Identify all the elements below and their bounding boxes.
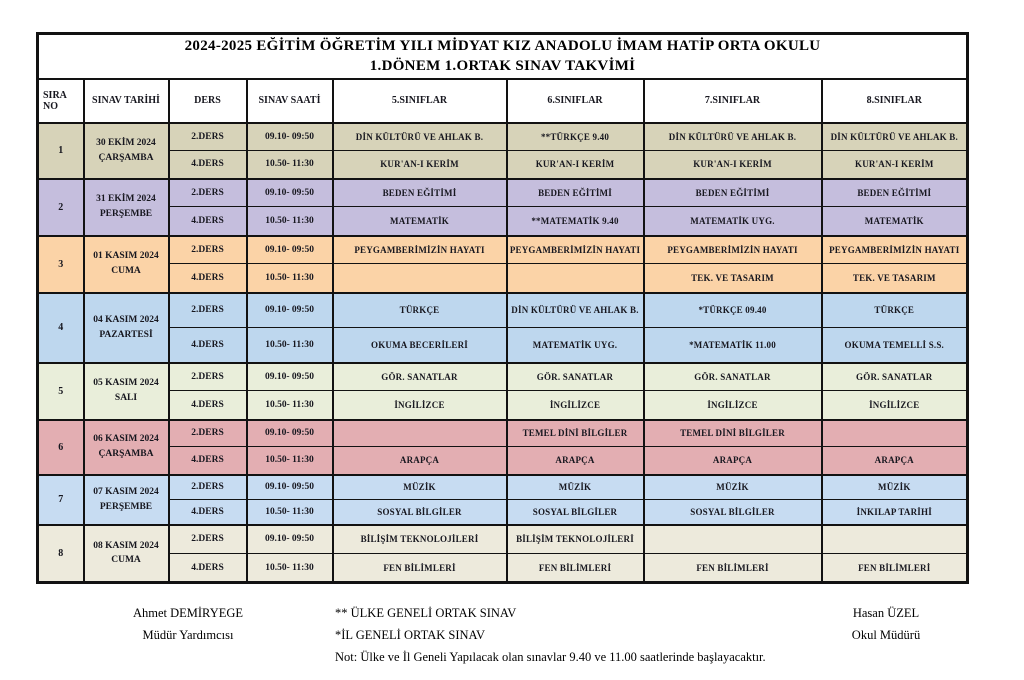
principal-name: Hasan ÜZEL (852, 606, 920, 620)
sira-no-cell: 1 (38, 123, 84, 179)
ders-cell: 2.DERS (169, 123, 247, 151)
ders-cell: 2.DERS (169, 363, 247, 391)
exam-date: 06 KASIM 2024 (93, 434, 159, 445)
exam-day-row (38, 554, 968, 583)
ders-cell: 4.DERS (169, 328, 247, 363)
subject-cell: GÖR. SANATLAR (644, 363, 822, 391)
exam-day-row (38, 500, 968, 525)
subject-cell: GÖR. SANATLAR (333, 363, 507, 391)
subject-cell: MÜZİK (822, 475, 968, 500)
exam-day-row (38, 525, 968, 554)
exam-date: 05 KASIM 2024 (93, 378, 159, 389)
ders-cell: 2.DERS (169, 475, 247, 500)
subject-cell (822, 420, 968, 447)
subject-cell: BİLİŞİM TEKNOLOJİLERİ (333, 525, 507, 554)
exam-date: 30 EKİM 2024 (96, 137, 156, 148)
subject-cell: PEYGAMBERİMİZİN HAYATI (507, 236, 644, 264)
exam-day-row (38, 328, 968, 363)
legend-country-wide-exam: ** ÜLKE GENELİ ORTAK SINAV (335, 606, 517, 620)
exam-day-name: CUMA (111, 266, 141, 276)
subject-cell: FEN BİLİMLERİ (333, 554, 507, 583)
subject-cell: TEK. VE TASARIM (644, 264, 822, 293)
subject-cell: SOSYAL BİLGİLER (644, 500, 822, 525)
saat-cell: 09.10- 09:50 (247, 236, 333, 264)
subject-cell: MÜZİK (333, 475, 507, 500)
exam-day-name: PERŞEMBE (99, 209, 153, 219)
page-title (38, 34, 968, 79)
saat-cell: 10.50- 11:30 (247, 447, 333, 475)
exam-day-row (38, 151, 968, 179)
subject-cell: İNGİLİZCE (333, 391, 507, 420)
header-row (38, 79, 968, 123)
subject-cell: TEMEL DİNİ BİLGİLER (507, 420, 644, 447)
deputy-principal-name: Ahmet DEMİRYEGE (132, 606, 244, 620)
exam-day-row (38, 363, 968, 391)
subject-cell: FEN BİLİMLERİ (822, 554, 968, 583)
subject-cell: TÜRKÇE (822, 293, 968, 328)
exam-day-row (38, 420, 968, 447)
subject-cell: İNGİLİZCE (507, 391, 644, 420)
exam-date: 01 KASIM 2024 (93, 251, 159, 262)
subject-cell: PEYGAMBERİMİZİN HAYATI (822, 236, 968, 264)
date-cell (84, 363, 169, 420)
saat-cell: 10.50- 11:30 (247, 207, 333, 236)
subject-cell: OKUMA TEMELLİ S.S. (822, 328, 968, 363)
date-cell (84, 475, 169, 525)
subject-cell: KUR'AN-I KERİM (507, 151, 644, 179)
sira-no-cell: 7 (38, 475, 84, 525)
legend-notes (335, 602, 805, 668)
date-cell (84, 525, 169, 583)
subject-cell: PEYGAMBERİMİZİN HAYATI (644, 236, 822, 264)
subject-cell: MATEMATİK (333, 207, 507, 236)
subject-cell: İNKILAP TARİHİ (822, 500, 968, 525)
ders-cell: 4.DERS (169, 207, 247, 236)
exam-date: 04 KASIM 2024 (93, 314, 159, 325)
title-row (38, 34, 968, 79)
subject-cell: DİN KÜLTÜRÜ VE AHLAK B. (822, 123, 968, 151)
subject-cell (333, 264, 507, 293)
subject-cell: ARAPÇA (333, 447, 507, 475)
signature-right (836, 602, 936, 646)
principal-title: Okul Müdürü (851, 628, 921, 642)
sira-no-cell: 8 (38, 525, 84, 583)
subject-cell: TÜRKÇE (333, 293, 507, 328)
legend-note: Not: Ülke ve İl Geneli Yapılacak olan sınavlar 9.40 ve 11.00 saatlerinde başlayacaktır. (335, 650, 766, 664)
exam-day-row (38, 475, 968, 500)
subject-cell (644, 525, 822, 554)
subject-cell: BİLİŞİM TEKNOLOJİLERİ (507, 525, 644, 554)
subject-cell: **MATEMATİK 9.40 (507, 207, 644, 236)
saat-cell: 09.10- 09:50 (247, 179, 333, 207)
exam-day-name: ÇARŞAMBA (98, 449, 154, 459)
column-header-6-siniflar: 6.SINIFLAR (507, 79, 644, 123)
subject-cell: MATEMATİK UYG. (507, 328, 644, 363)
subject-cell: FEN BİLİMLERİ (507, 554, 644, 583)
exam-day-row (38, 179, 968, 207)
date-cell (84, 420, 169, 475)
saat-cell: 09.10- 09:50 (247, 363, 333, 391)
subject-cell: PEYGAMBERİMİZİN HAYATI (333, 236, 507, 264)
column-header-7-siniflar: 7.SINIFLAR (644, 79, 822, 123)
subject-cell: BEDEN EĞİTİMİ (333, 179, 507, 207)
saat-cell: 10.50- 11:30 (247, 328, 333, 363)
exam-day-row (38, 293, 968, 328)
exam-day-name: PAZARTESİ (99, 329, 153, 340)
exam-date: 31 EKİM 2024 (96, 194, 156, 205)
sira-no-cell: 4 (38, 293, 84, 363)
ders-cell: 4.DERS (169, 264, 247, 293)
saat-cell: 09.10- 09:50 (247, 475, 333, 500)
ders-cell: 4.DERS (169, 500, 247, 525)
date-cell (84, 123, 169, 179)
exam-day-name: CUMA (111, 555, 141, 566)
ders-cell: 4.DERS (169, 391, 247, 420)
signature-left (98, 602, 278, 646)
exam-day-row (38, 264, 968, 293)
subject-cell: **TÜRKÇE 9.40 (507, 123, 644, 151)
ders-cell: 2.DERS (169, 293, 247, 328)
subject-cell: DİN KÜLTÜRÜ VE AHLAK B. (507, 293, 644, 328)
deputy-principal-title: Müdür Yardımcısı (142, 628, 234, 642)
ders-cell: 4.DERS (169, 554, 247, 583)
legend-province-wide-exam: *İL GENELİ ORTAK SINAV (335, 628, 485, 642)
subject-cell: MATEMATİK (822, 207, 968, 236)
column-header-sira-no: SIRA NO (38, 79, 84, 123)
saat-cell: 10.50- 11:30 (247, 151, 333, 179)
saat-cell: 09.10- 09:50 (247, 293, 333, 328)
schedule-body (38, 123, 968, 583)
subject-cell: İNGİLİZCE (644, 391, 822, 420)
subject-cell: KUR'AN-I KERİM (333, 151, 507, 179)
subject-cell: MÜZİK (644, 475, 822, 500)
exam-day-row (38, 447, 968, 475)
page-title-line1: 2024-2025 EĞİTİM ÖĞRETİM YILI MİDYAT KIZ ANADOLU İMAM HATİP ORTA OKULU (184, 38, 821, 54)
column-header-sinav-saati: SINAV SAATİ (247, 79, 333, 123)
column-header-5-siniflar: 5.SINIFLAR (333, 79, 507, 123)
subject-cell: KUR'AN-I KERİM (644, 151, 822, 179)
exam-day-name: PERŞEMBE (99, 501, 153, 512)
exam-day-row (38, 236, 968, 264)
subject-cell (507, 264, 644, 293)
sira-no-cell: 2 (38, 179, 84, 236)
subject-cell: GÖR. SANATLAR (507, 363, 644, 391)
date-cell (84, 293, 169, 363)
subject-cell: DİN KÜLTÜRÜ VE AHLAK B. (333, 123, 507, 151)
saat-cell: 10.50- 11:30 (247, 391, 333, 420)
subject-cell: SOSYAL BİLGİLER (333, 500, 507, 525)
ders-cell: 4.DERS (169, 447, 247, 475)
subject-cell: MÜZİK (507, 475, 644, 500)
exam-day-name: ÇARŞAMBA (98, 152, 154, 163)
subject-cell: GÖR. SANATLAR (822, 363, 968, 391)
saat-cell: 09.10- 09:50 (247, 123, 333, 151)
ders-cell: 4.DERS (169, 151, 247, 179)
subject-cell: BEDEN EĞİTİMİ (644, 179, 822, 207)
sira-no-cell: 5 (38, 363, 84, 420)
ders-cell: 2.DERS (169, 179, 247, 207)
subject-cell: KUR'AN-I KERİM (822, 151, 968, 179)
subject-cell: ARAPÇA (822, 447, 968, 475)
subject-cell: BEDEN EĞİTİMİ (507, 179, 644, 207)
date-cell (84, 236, 169, 293)
exam-day-row (38, 123, 968, 151)
subject-cell: *TÜRKÇE 09.40 (644, 293, 822, 328)
ders-cell: 2.DERS (169, 420, 247, 447)
subject-cell: BEDEN EĞİTİMİ (822, 179, 968, 207)
ders-cell: 2.DERS (169, 525, 247, 554)
subject-cell: MATEMATİK UYG. (644, 207, 822, 236)
subject-cell: OKUMA BECERİLERİ (333, 328, 507, 363)
exam-date: 08 KASIM 2024 (93, 540, 159, 551)
subject-cell: FEN BİLİMLERİ (644, 554, 822, 583)
subject-cell: *MATEMATİK 11.00 (644, 328, 822, 363)
subject-cell: TEMEL DİNİ BİLGİLER (644, 420, 822, 447)
exam-day-row (38, 391, 968, 420)
column-header-ders: DERS (169, 79, 247, 123)
column-header-sinav-tarihi: SINAV TARİHİ (84, 79, 169, 123)
sira-no-cell: 3 (38, 236, 84, 293)
page-title-line2: 1.DÖNEM 1.ORTAK SINAV TAKVİMİ (369, 58, 636, 75)
saat-cell: 10.50- 11:30 (247, 500, 333, 525)
date-cell (84, 179, 169, 236)
exam-day-name: SALI (114, 393, 138, 403)
subject-cell (822, 525, 968, 554)
subject-cell: DİN KÜLTÜRÜ VE AHLAK B. (644, 123, 822, 151)
subject-cell: ARAPÇA (644, 447, 822, 475)
saat-cell: 10.50- 11:30 (247, 264, 333, 293)
exam-date: 07 KASIM 2024 (93, 486, 159, 497)
subject-cell: İNGİLİZCE (822, 391, 968, 420)
subject-cell (333, 420, 507, 447)
column-header-8-siniflar: 8.SINIFLAR (822, 79, 968, 123)
subject-cell: TEK. VE TASARIM (822, 264, 968, 293)
saat-cell: 10.50- 11:30 (247, 554, 333, 583)
saat-cell: 09.10- 09:50 (247, 420, 333, 447)
subject-cell: SOSYAL BİLGİLER (507, 500, 644, 525)
exam-day-row (38, 207, 968, 236)
subject-cell: ARAPÇA (507, 447, 644, 475)
ders-cell: 2.DERS (169, 236, 247, 264)
sira-no-cell: 6 (38, 420, 84, 475)
exam-schedule-table (36, 32, 969, 584)
saat-cell: 09.10- 09:50 (247, 525, 333, 554)
